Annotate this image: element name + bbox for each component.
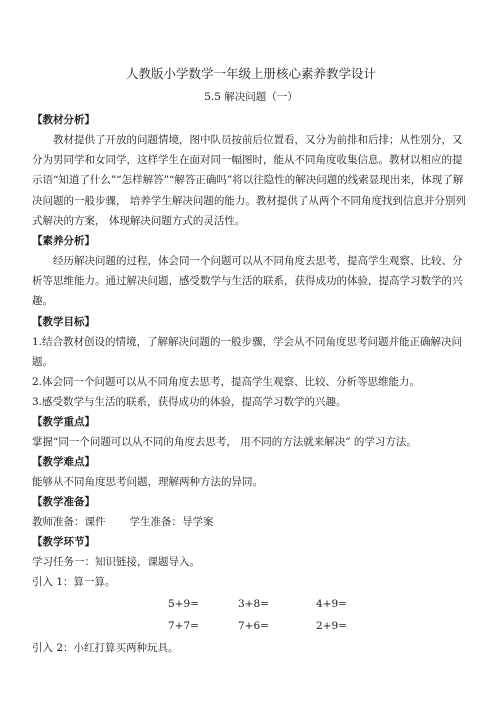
task-1: 学习任务一：知识链接，课题导入。 xyxy=(32,556,200,569)
exercise-6: 2+9= xyxy=(316,620,347,633)
prep-line xyxy=(32,512,470,532)
literacy-paragraph: 经历解决问题的过程，体会同一个问题可以从不同角度去思考，提高学生观察、比较、分析等思维能力。通过解决问题，感受数学与生活的联系，获得成功的体验，提高学习数学的兴趣。 xyxy=(32,255,463,308)
document-subtitle: 5.5 解决问题（一） xyxy=(204,91,298,103)
intro-1: 引入 1：算一算。 xyxy=(32,576,116,589)
prep-teacher: 教师准备：课件 xyxy=(32,516,106,529)
document-body xyxy=(32,66,470,658)
section-heading-steps: 【教学环节】 xyxy=(32,536,95,549)
exercise-4: 7+7= xyxy=(168,620,199,633)
section-heading-goals: 【教学目标】 xyxy=(32,315,95,328)
section-heading-analysis: 【教材分析】 xyxy=(32,114,95,126)
document-title: 人教版小学数学一年级上册核心素养教学设计 xyxy=(125,66,376,81)
prep-student: 学生准备：导学案 xyxy=(129,516,214,529)
intro-2: 引入 2：小红打算买两种玩具。 xyxy=(32,642,179,655)
difficulty-text: 能够从不同角度思考问题，理解两种方法的异同。 xyxy=(32,476,263,489)
exercise-5: 7+6= xyxy=(238,620,269,633)
section-heading-difficulty: 【教学难点】 xyxy=(32,456,95,469)
keypoint-text: 掌握“同一个问题可以从不同的角度去思考， 用不同的方法就来解决” 的学习方法。 xyxy=(32,436,417,449)
section-heading-keypoint: 【教学重点】 xyxy=(32,416,95,429)
section-heading-prep: 【教学准备】 xyxy=(32,496,95,509)
exercise-3: 4+9= xyxy=(316,598,347,611)
goal-item-3: 3.感受数学与生活的联系，获得成功的体验，提高学习数学的兴趣。 xyxy=(32,396,347,409)
goal-item-2: 2.体会同一个问题可以从不同角度去思考，提高学生观察、比较、分析等思维能力。 xyxy=(32,376,421,389)
section-heading-literacy: 【素养分析】 xyxy=(32,235,95,248)
analysis-paragraph: 教材提供了开放的问题情境，图中队员按前后位置看，又分为前排和后排；从性别分，又分为男同学和女同学，这样学生在面对同一幅图时，能从不同角度收集信息。教材以相应的提示语“知道了什么”“怎样解答”“解答正确吗”将以往隐性的解决问题的线索显现出来，体现了解决问题的一般步骤， 培养学生解决问题的能力。教材提供了从两个不同角度找到信息并分别列式解决的方案， 体现解决问题方式的灵活性。 xyxy=(32,134,466,227)
goal-item-1: 1.结合教材创设的情境，了解解决问题的一般步骤，学会从不同角度思考问题并能正确解决问题。 xyxy=(32,335,463,368)
exercise-2: 3+8= xyxy=(238,598,269,611)
arithmetic-exercises xyxy=(32,592,470,638)
exercise-1: 5+9= xyxy=(168,598,199,611)
